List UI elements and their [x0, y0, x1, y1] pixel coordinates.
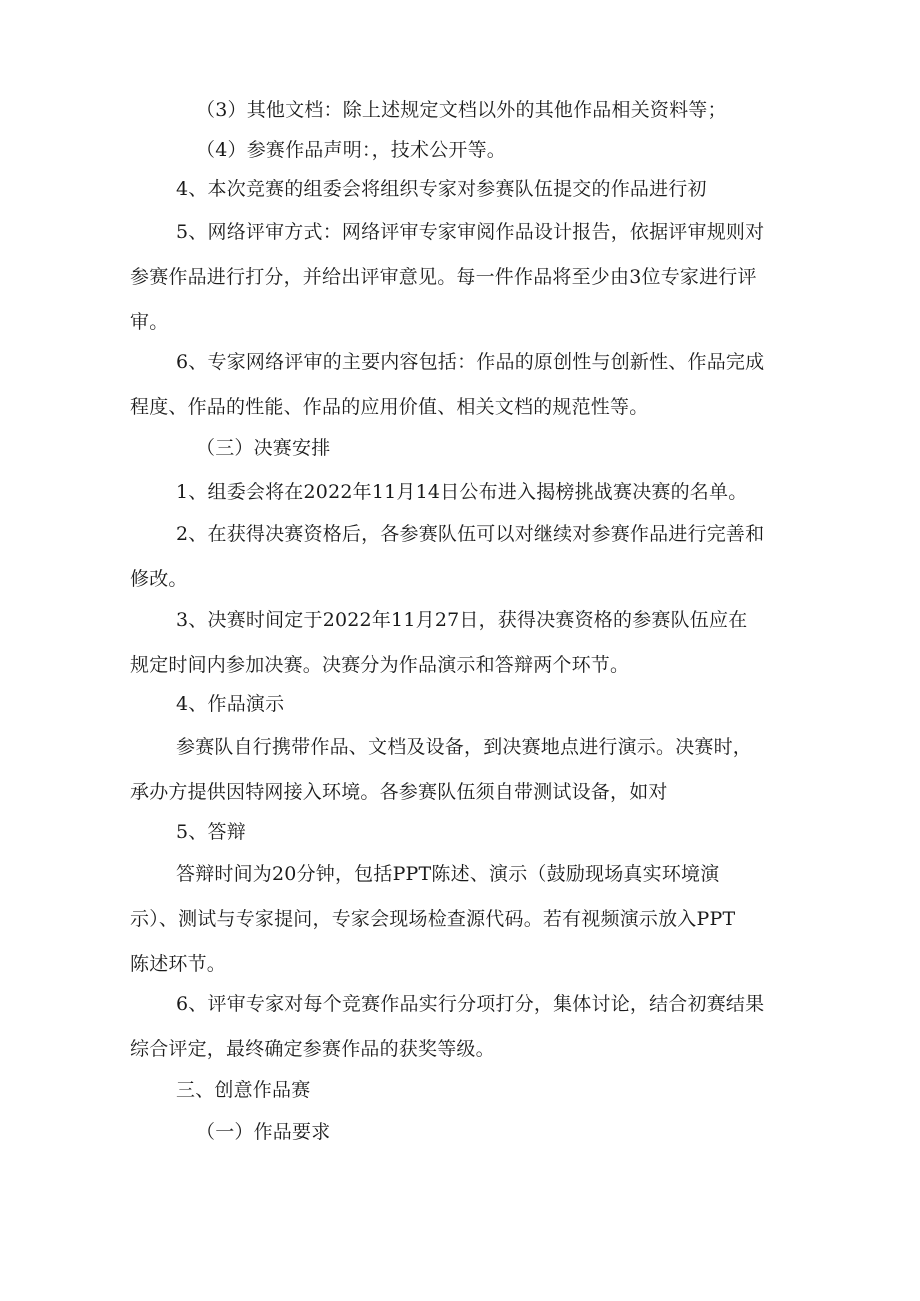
text-line: 参赛队自行携带作品、文档及设备，到决赛地点进行演示。决赛时，	[176, 736, 753, 758]
text-line: 答辩时间为20分钟，包括PPT陈述、演示（鼓励现场真实环境演	[176, 863, 720, 885]
text-line: 陈述环节。	[130, 953, 227, 975]
text-line: 修改。	[130, 568, 188, 590]
paragraph-final-6	[130, 982, 792, 1072]
text-line: 参赛作品进行打分，并给出评审意见。每一件作品将至少由3位专家进行评	[130, 266, 757, 288]
text-line: 4、作品演示	[176, 693, 285, 715]
text-line: 5、答辩	[176, 821, 246, 843]
text-line: 3、决赛时间定于2022年11月27日，获得决赛资格的参赛队伍应在	[176, 609, 748, 631]
paragraph-item-6	[130, 340, 792, 430]
text-line: 6、专家网络评审的主要内容包括：作品的原创性与创新性、作品完成	[176, 351, 765, 373]
text-line: （3）其他文档：除上述规定文档以外的其他作品相关资料等；	[196, 99, 727, 121]
text-line: 三、创意作品赛	[176, 1079, 311, 1101]
heading-work-requirements	[196, 1110, 858, 1155]
text-line: 程度、作品的性能、作品的应用价值、相关文档的规范性等。	[130, 396, 649, 418]
paragraph-final-2	[130, 512, 792, 602]
heading-defense	[176, 810, 838, 855]
text-line: 2、在获得决赛资格后，各参赛队伍可以对继续对参赛作品进行完善和	[176, 523, 765, 545]
text-line: 6、评审专家对每个竞赛作品实行分项打分，集体讨论，结合初赛结果	[176, 993, 765, 1015]
text-line: 5、网络评审方式：网络评审专家审阅作品设计报告，依据评审规则对	[176, 221, 765, 243]
heading-product-demo	[176, 682, 838, 727]
paragraph-final-1	[176, 470, 838, 515]
paragraph-demo	[130, 725, 792, 815]
heading-creative-works	[176, 1068, 838, 1113]
text-line: 综合评定，最终确定参赛作品的获奖等级。	[130, 1038, 495, 1060]
text-line: 示）、测试与专家提问，专家会现场检查源代码。若有视频演示放入PPT	[130, 908, 736, 930]
paragraph-item-5	[130, 210, 792, 345]
text-line: （三）决赛安排	[196, 437, 331, 459]
text-line: （4）参赛作品声明：，技术公开等。	[196, 139, 506, 161]
paragraph-item-4	[176, 167, 838, 212]
section-heading-finals	[196, 426, 858, 471]
paragraph-other-documents	[196, 88, 858, 133]
text-line: 4、本次竞赛的组委会将组织专家对参赛队伍提交的作品进行初	[176, 178, 707, 200]
text-line: 承办方提供因特网接入环境。各参赛队伍须自带测试设备，如对	[130, 781, 668, 803]
paragraph-defense	[130, 852, 792, 987]
text-line: （一）作品要求	[196, 1121, 331, 1143]
text-line: 审。	[130, 311, 169, 333]
paragraph-final-3	[130, 598, 792, 688]
text-line: 规定时间内参加决赛。决赛分为作品演示和答辩两个环节。	[130, 654, 630, 676]
text-line: 1、组委会将在2022年11月14日公布进入揭榜挑战赛决赛的名单。	[176, 481, 748, 503]
